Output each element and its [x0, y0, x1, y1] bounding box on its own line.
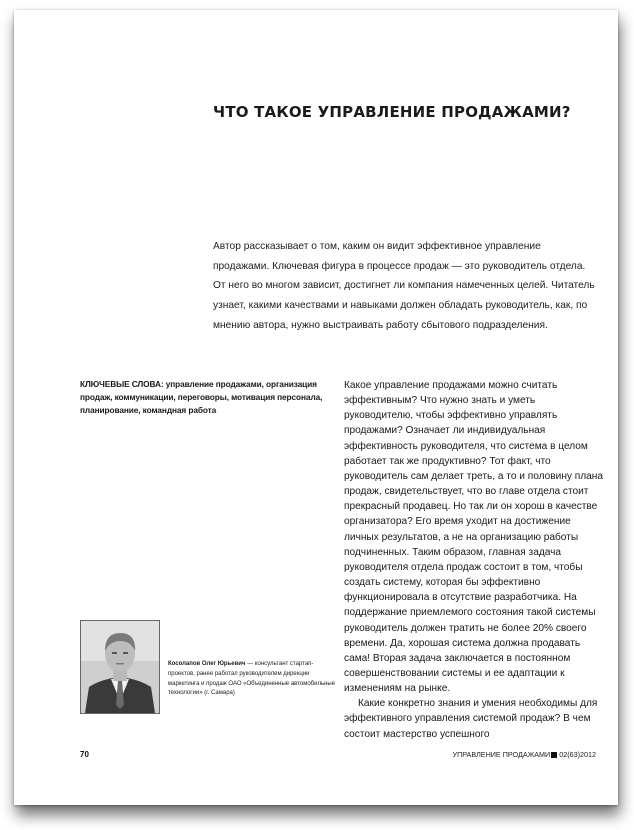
- keywords-block: КЛЮЧЕВЫЕ СЛОВА: управление продажами, организация продаж, коммуникации, переговоры, мотивация персонала, планирование, командная работа: [80, 379, 323, 416]
- issue-number: 02(63)2012: [559, 750, 596, 759]
- page-number: 70: [80, 750, 89, 759]
- running-footer: [453, 750, 596, 759]
- article-lead: Автор рассказывает о том, каким он видит эффективное управление продажами. Ключевая фигура в процессе продаж — это руководитель отдела. От него во многом зависит, достигнет ли компания намеченных целей. Читатель узнает, какими качествами и навыками должен обладать руководитель, как, по мнению автора, нужно выстраивать работу сбытового подразделения.: [213, 241, 595, 331]
- author-description: — консультант стартап-проектов, ранее работал руководителем дирекции маркетинга и продаж ОАО «Объединенные автомобильные технологии» (г. Самара): [168, 661, 336, 697]
- author-photo: [80, 620, 160, 714]
- body-paragraph: Какое управление продажами можно считать эффективным? Что нужно знать и уметь руководителю, чтобы эффективно управлять продажами? Означает ли индивидуальная эффективность руководителя, что система в целом работает так же продуктивно? Тот факт, что руководитель сам делает треть, а то и половину плана продаж, свидетельствует, что во главе отдела стоит прекрасный продавец. Но так ли он хорош в качестве организатора? Его время уходит на достижение личных результатов, а не на организацию работы подчиненных. Таким образом, главная задача руководителя отдела продаж состоит в том, чтобы создать систему, которая бы эффективно функционировала в отсутствие разработчика. На поддержание приемлемого состояния такой системы руководитель должен тратить не более 20% своего времени. Да, хорошая система должна продавать сама! Вторая задача заключается в постоянном совершенствовании системы и ее адаптации к изменениям на рынке.: [344, 380, 604, 695]
- article-title: ЧТО ТАКОЕ УПРАВЛЕНИЕ ПРОДАЖАМИ?: [213, 103, 571, 121]
- journal-name: УПРАВЛЕНИЕ ПРОДАЖАМИ: [452, 750, 551, 759]
- body-paragraph: Какие конкретно знания и умения необходимы для эффективного управления системой продаж? В чем состоит мастерство успешного: [344, 698, 598, 740]
- square-bullet-icon: [551, 752, 557, 758]
- author-name: Косолапов Олег Юрьевич: [168, 661, 246, 667]
- magazine-page: [14, 10, 618, 805]
- article-body: [344, 378, 606, 742]
- author-caption: [168, 660, 338, 699]
